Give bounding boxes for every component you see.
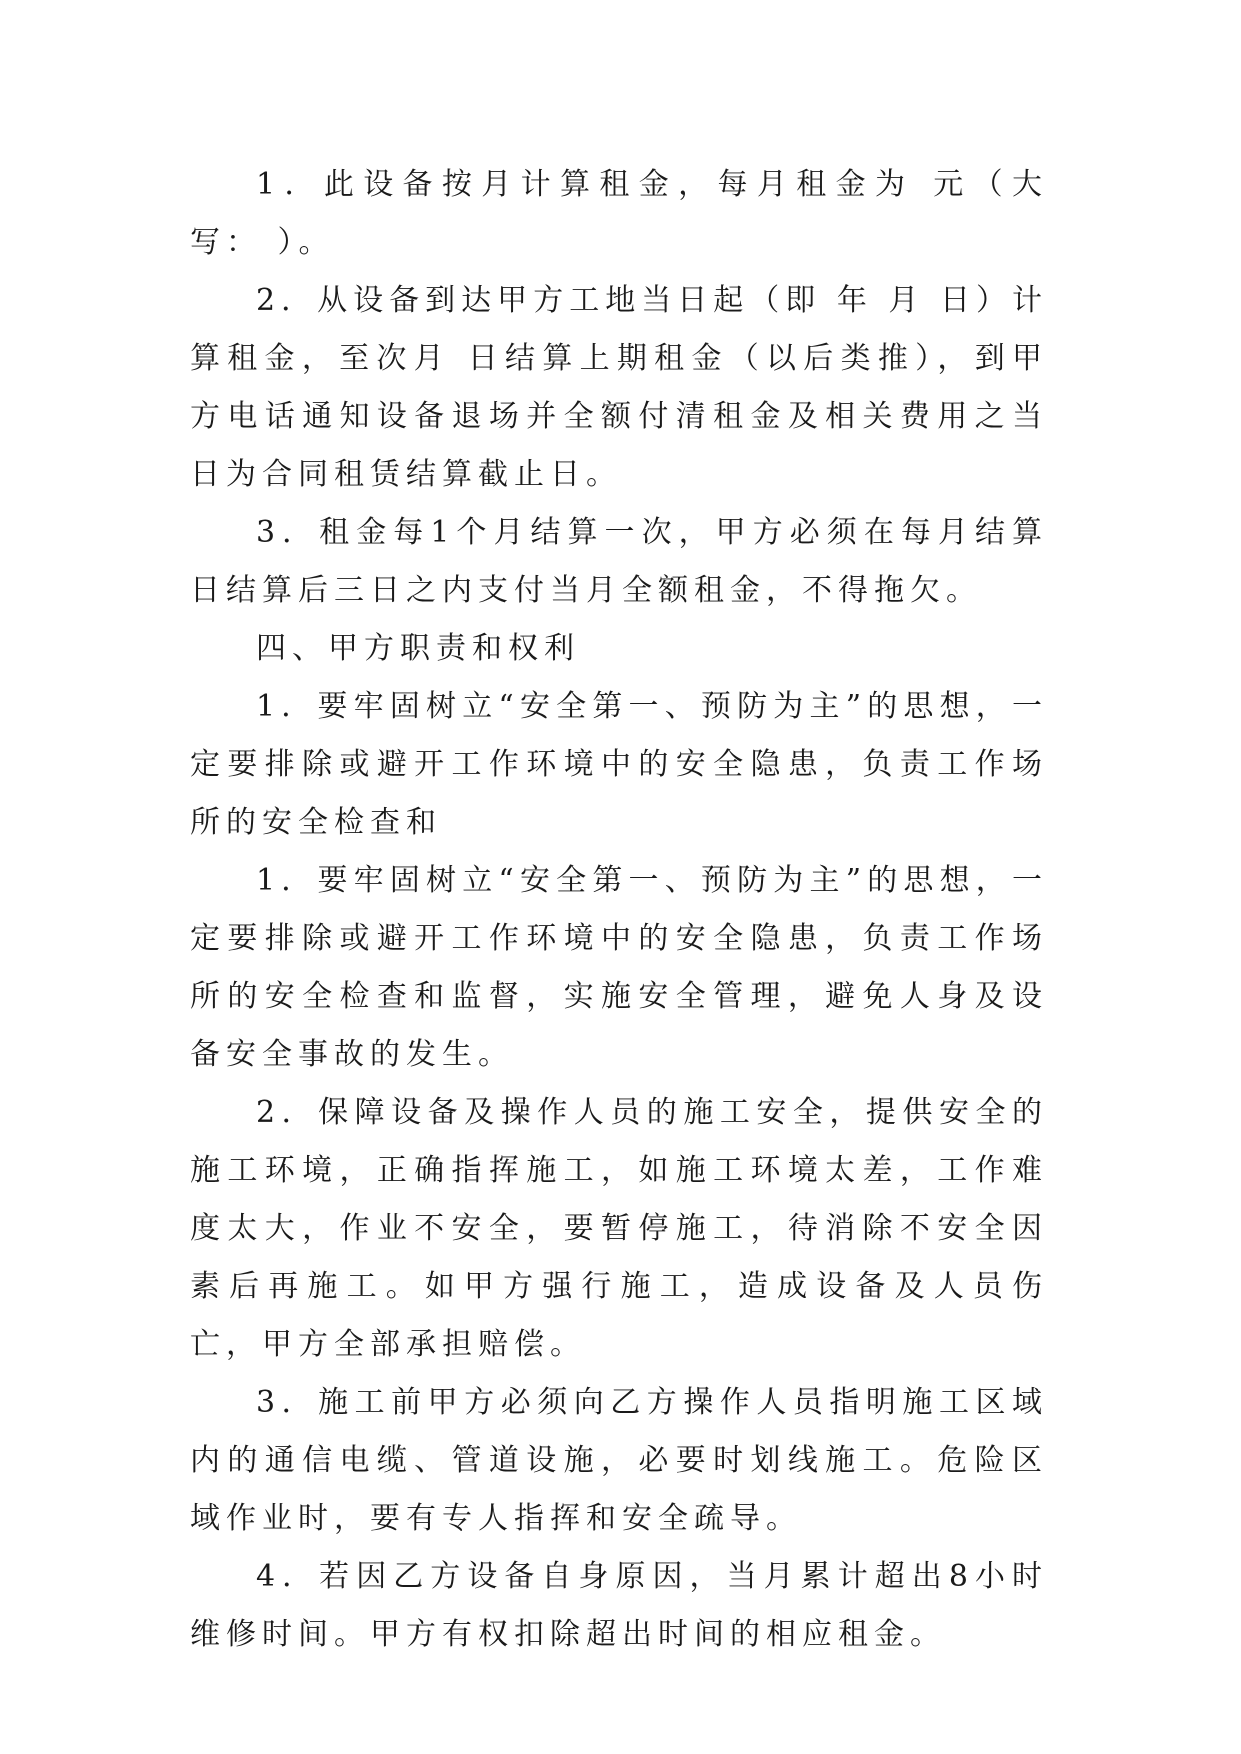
paragraph-rent-settlement: 3．租金每1个月结算一次，甲方必须在每月结算日结算后三日之内支付当月全额租金，不得拖欠。 <box>190 515 1048 608</box>
paragraph-safety-truncated: 1．要牢固树立“安全第一、预防为主”的思想，一定要排除或避开工作环境中的安全隐患，负责工作场所的安全检查和 <box>190 689 1048 840</box>
paragraph-maintenance-deduction: 4．若因乙方设备自身原因，当月累计超出8小时维修时间。甲方有权扣除超出时间的相应租金。 <box>190 1559 1048 1652</box>
document-body <box>190 156 1048 1664</box>
paragraph-safety-full: 1．要牢固树立“安全第一、预防为主”的思想，一定要排除或避开工作环境中的安全隐患，负责工作场所的安全检查和监督，实施安全管理，避免人身及设备安全事故的发生。 <box>190 863 1048 1072</box>
paragraph-construction-safety: 2．保障设备及操作人员的施工安全，提供安全的施工环境，正确指挥施工，如施工环境太差，工作难度太大，作业不安全，要暂停施工，待消除不安全因素后再施工。如甲方强行施工，造成设备及人员伤亡，甲方全部承担赔偿。 <box>190 1095 1048 1362</box>
paragraph-rent-start-date: 2．从设备到达甲方工地当日起（即 年 月 日）计算租金，至次月 日结算上期租金（以后类推），到甲方电话通知设备退场并全额付清租金及相关费用之当日为合同租赁结算截止日。 <box>190 283 1048 492</box>
section-heading-party-a-duties: 四、甲方职责和权利 <box>256 631 580 666</box>
paragraph-rent-monthly: 1．此设备按月计算租金，每月租金为 元（大写： ）。 <box>190 167 1048 260</box>
paragraph-cable-facilities: 3．施工前甲方必须向乙方操作人员指明施工区域内的通信电缆、管道设施，必要时划线施工。危险区域作业时，要有专人指挥和安全疏导。 <box>190 1385 1048 1536</box>
